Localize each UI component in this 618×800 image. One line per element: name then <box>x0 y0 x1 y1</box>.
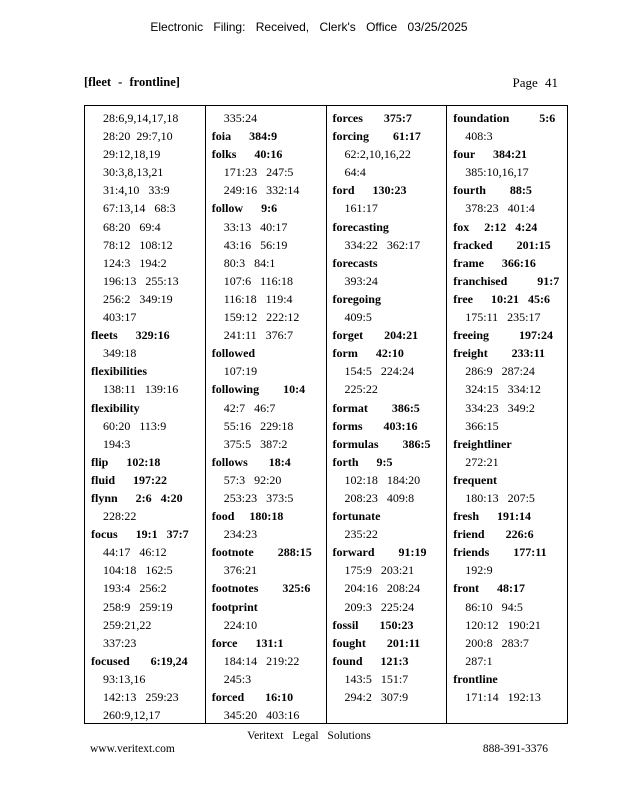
index-term: frontline <box>453 671 498 686</box>
index-reference: 409:5 <box>344 310 372 325</box>
index-reference: 124:3 194:2 <box>103 255 167 270</box>
index-term: front 48:17 <box>453 581 526 596</box>
index-term: fracked 201:15 <box>453 237 551 252</box>
index-reference: 375:5 387:2 <box>223 436 288 451</box>
index-term: forward 91:19 <box>332 545 427 560</box>
index-reference: 102:18 184:20 <box>344 472 421 487</box>
index-term: forecasts <box>332 255 378 270</box>
index-term: free 10:21 45:6 <box>453 291 550 306</box>
index-reference: 403:17 <box>103 310 137 325</box>
index-term: flynn 2:6 4:20 <box>91 490 183 505</box>
index-reference: 208:23 409:8 <box>344 490 415 505</box>
word-range: [fleet - frontline] <box>84 75 180 89</box>
index-term: footnotes 325:6 <box>211 581 311 596</box>
index-term: forced 16:10 <box>211 690 294 704</box>
index-reference: 29:12,18,19 <box>103 147 161 162</box>
index-term: freightliner <box>453 436 512 451</box>
index-reference: 55:16 229:18 <box>223 418 294 433</box>
index-reference: 78:12 108:12 <box>103 237 173 252</box>
index-reference: 286:9 287:24 <box>465 364 535 379</box>
index-term: follows 18:4 <box>211 454 291 469</box>
index-term: follow 9:6 <box>211 201 278 216</box>
index-term: force 131:1 <box>211 635 284 650</box>
index-term: friend 226:6 <box>453 527 534 542</box>
index-reference: 44:17 46:12 <box>103 545 167 560</box>
index-reference: 378:23 401:4 <box>465 201 535 216</box>
index-reference: 337:23 <box>103 635 137 650</box>
index-term: focused 6:19,24 <box>91 653 188 668</box>
index-term: flexibility <box>91 400 140 415</box>
index-term: four 384:21 <box>453 147 528 162</box>
filing-stamp: Electronic Filing: Received, Clerk's Office 03/25/2025 <box>150 20 468 34</box>
index-reference: 259:21,22 <box>103 617 152 632</box>
index-term: foregoing <box>332 291 381 306</box>
index-reference: 143:5 151:7 <box>344 671 409 686</box>
index-reference: 192:9 <box>465 563 493 578</box>
index-term: fox 2:12 4:24 <box>453 219 538 234</box>
footer-website: www.veritext.com <box>90 743 175 755</box>
index-reference: 393:24 <box>344 273 378 288</box>
index-reference: 335:24 <box>223 111 258 125</box>
index-reference: 64:4 <box>344 165 366 180</box>
index-reference: 241:11 376:7 <box>223 328 293 343</box>
index-reference: 184:14 219:22 <box>223 653 300 668</box>
index-term: foia 384:9 <box>211 129 278 144</box>
index-reference: 161:17 <box>344 201 378 216</box>
index-term: frequent <box>453 472 498 487</box>
index-term: fossil 150:23 <box>332 617 414 632</box>
index-reference: 57:3 92:20 <box>223 472 282 487</box>
index-reference: 349:18 <box>103 346 137 361</box>
index-term: flexibilities <box>91 364 147 379</box>
index-reference: 204:16 208:24 <box>344 581 421 596</box>
index-reference: 272:21 <box>465 454 499 469</box>
index-term: fourth 88:5 <box>453 183 532 198</box>
index-reference: 224:10 <box>223 617 258 632</box>
index-reference: 107:19 <box>223 364 258 379</box>
index-reference: 234:23 <box>223 527 258 542</box>
index-reference: 245:3 <box>223 671 252 686</box>
index-reference: 116:18 119:4 <box>223 291 293 306</box>
footer-phone: 888-391-3376 <box>482 743 548 755</box>
index-reference: 334:23 349:2 <box>465 400 535 415</box>
index-column-1 <box>85 106 205 723</box>
index-reference: 60:20 113:9 <box>103 418 167 433</box>
index-reference: 42:7 46:7 <box>223 400 276 415</box>
index-term: freight 233:11 <box>453 346 546 361</box>
word-index-table <box>84 105 568 724</box>
index-reference: 62:2,10,16,22 <box>344 147 411 162</box>
index-reference: 120:12 190:21 <box>465 617 541 632</box>
index-term: fresh 191:14 <box>453 509 532 524</box>
index-reference: 30:3,8,13,21 <box>103 165 164 180</box>
index-term: forms 403:16 <box>332 418 418 433</box>
index-reference: 334:22 362:17 <box>344 237 421 252</box>
index-reference: 180:13 207:5 <box>465 490 535 505</box>
index-reference: 28:6,9,14,17,18 <box>103 111 179 125</box>
index-reference: 209:3 225:24 <box>344 599 415 614</box>
index-reference: 385:10,16,17 <box>465 165 529 180</box>
index-term: friends 177:11 <box>453 545 547 560</box>
index-reference: 171:14 192:13 <box>465 690 541 704</box>
index-reference: 228:22 <box>103 509 137 524</box>
index-reference: 256:2 349:19 <box>103 291 173 306</box>
index-reference: 408:3 <box>465 129 493 144</box>
index-reference: 175:11 235:17 <box>465 310 541 325</box>
index-reference: 196:13 255:13 <box>103 273 179 288</box>
index-term: footnote 288:15 <box>211 545 312 560</box>
index-term: ford 130:23 <box>332 183 407 198</box>
index-reference: 345:20 403:16 <box>223 708 300 723</box>
index-reference: 376:21 <box>223 563 258 578</box>
index-term: focus 19:1 37:7 <box>91 527 189 542</box>
index-reference: 258:9 259:19 <box>103 599 173 614</box>
index-reference: 194:3 <box>103 436 131 451</box>
index-reference: 43:16 56:19 <box>223 237 288 252</box>
index-term: forces 375:7 <box>332 111 412 125</box>
index-reference: 28:20 29:7,10 <box>103 129 173 144</box>
index-reference: 107:6 116:18 <box>223 273 293 288</box>
index-reference: 193:4 256:2 <box>103 581 167 596</box>
index-reference: 324:15 334:12 <box>465 382 541 397</box>
index-term: foundation 5:6 <box>453 111 556 125</box>
index-term: formulas 386:5 <box>332 436 431 451</box>
index-reference: 142:13 259:23 <box>103 690 179 704</box>
index-term: form 42:10 <box>332 346 404 361</box>
index-term: franchised 91:7 <box>453 273 560 288</box>
index-column-2 <box>205 106 326 723</box>
index-reference: 225:22 <box>344 382 378 397</box>
index-reference: 86:10 94:5 <box>465 599 523 614</box>
index-reference: 67:13,14 68:3 <box>103 201 176 216</box>
index-term: following 10:4 <box>211 382 306 397</box>
index-column-3 <box>326 106 447 723</box>
index-reference: 175:9 203:21 <box>344 563 415 578</box>
index-term: format 386:5 <box>332 400 420 415</box>
index-term: frame 366:16 <box>453 255 536 270</box>
index-reference: 260:9,12,17 <box>103 708 161 723</box>
index-term: forcing 61:17 <box>332 129 421 144</box>
index-term: food 180:18 <box>211 509 284 524</box>
index-reference: 93:13,16 <box>103 671 146 686</box>
index-term: followed <box>211 346 256 361</box>
page-number: Page 41 <box>512 75 558 90</box>
index-term: fought 201:11 <box>332 635 421 650</box>
index-reference: 253:23 373:5 <box>223 490 294 505</box>
index-reference: 80:3 84:1 <box>223 255 276 270</box>
index-term: freeing 197:24 <box>453 328 554 343</box>
index-term: fluid 197:22 <box>91 472 168 487</box>
index-term: fleets 329:16 <box>91 328 170 343</box>
index-reference: 235:22 <box>344 527 378 542</box>
index-term: footprint <box>211 599 258 614</box>
index-term: forget 204:21 <box>332 328 419 343</box>
index-term: found 121:3 <box>332 653 409 668</box>
index-reference: 294:2 307:9 <box>344 690 409 704</box>
index-reference: 249:16 332:14 <box>223 183 300 198</box>
index-reference: 154:5 224:24 <box>344 364 415 379</box>
index-reference: 366:15 <box>465 418 499 433</box>
index-reference: 287:1 <box>465 653 493 668</box>
index-term: forth 9:5 <box>332 454 393 469</box>
index-reference: 104:18 162:5 <box>103 563 173 578</box>
index-term: forecasting <box>332 219 389 234</box>
index-column-4 <box>446 106 567 723</box>
index-term: flip 102:18 <box>91 454 161 469</box>
index-reference: 33:13 40:17 <box>223 219 288 234</box>
index-term: fortunate <box>332 509 381 524</box>
index-reference: 171:23 247:5 <box>223 165 294 180</box>
index-reference: 159:12 222:12 <box>223 310 300 325</box>
index-reference: 138:11 139:16 <box>103 382 179 397</box>
index-term: folks 40:16 <box>211 147 283 162</box>
footer-company: Veritext Legal Solutions <box>247 730 371 742</box>
index-reference: 200:8 283:7 <box>465 635 529 650</box>
index-reference: 31:4,10 33:9 <box>103 183 170 198</box>
index-reference: 68:20 69:4 <box>103 219 161 234</box>
